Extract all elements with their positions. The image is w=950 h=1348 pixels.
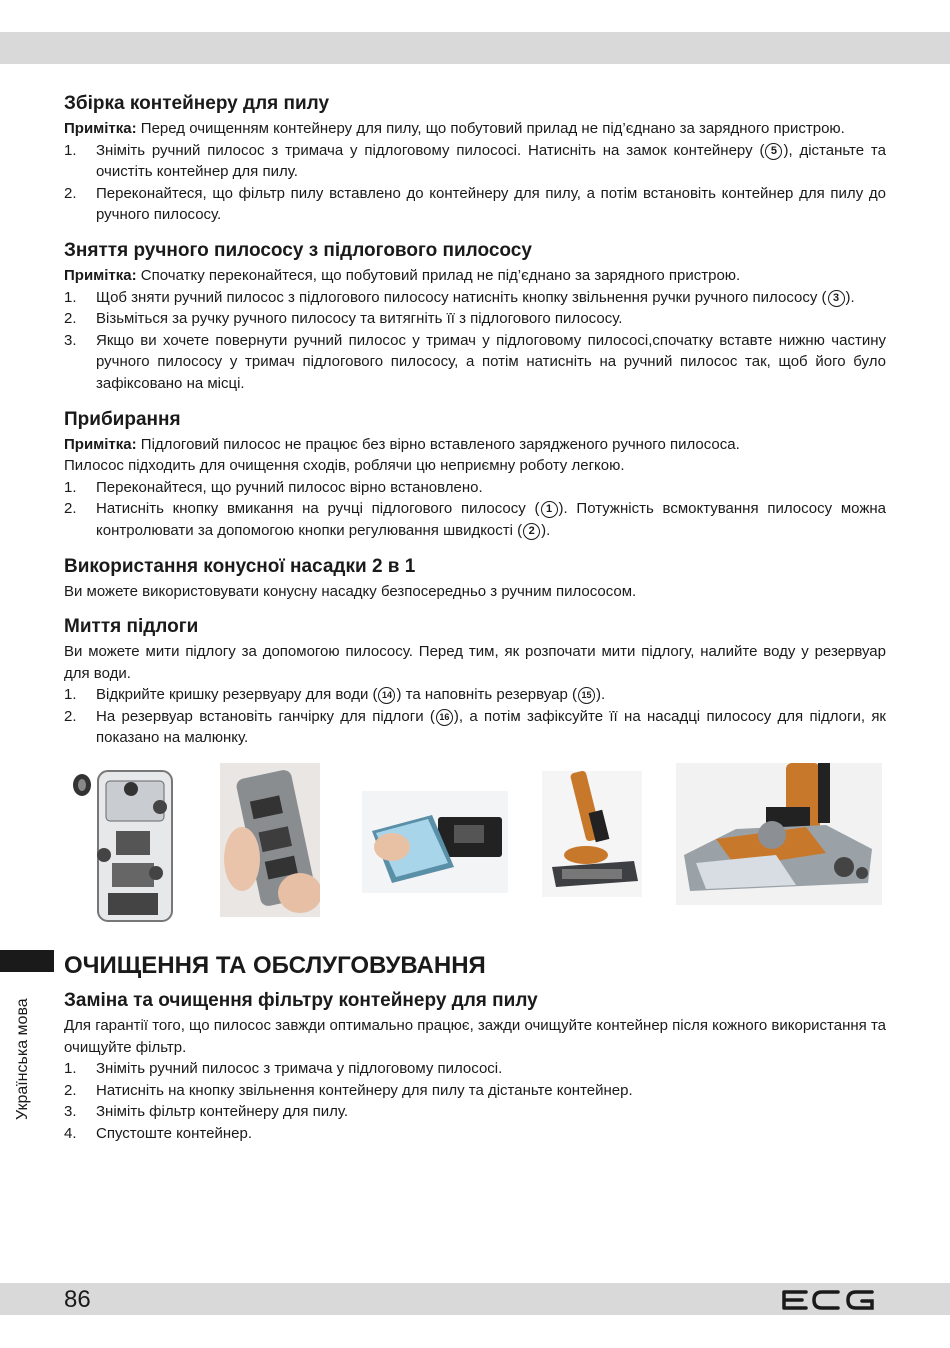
item-number: 2. (64, 310, 77, 328)
ref-number: 15 (578, 687, 595, 704)
list-item (64, 287, 886, 309)
item-text: Переконайтеся, що фільтр пилу вставлено до контейнеру для пилу, а потім встановіть контейнер для пилу до ручного пилососу. (96, 184, 886, 224)
note-label: Примітка: (64, 120, 137, 137)
water-tank-photo (68, 767, 178, 927)
note-text: Підлоговий пилосос не працює без вірно вставленого зарядженого ручного пилососа. (136, 435, 740, 453)
item-text: ) та наповніть резервуар ( (396, 686, 577, 704)
step-list (64, 684, 886, 749)
section-title: Зняття ручного пилососу з підлогового пилососу (64, 239, 532, 261)
language-label: Українська мова (14, 998, 31, 1120)
note (64, 118, 886, 140)
list-item (64, 1123, 886, 1145)
section-title: Заміна та очищення фільтру контейнеру для пилу (64, 990, 538, 1012)
section-floor-washing (64, 615, 886, 749)
mop-cloth-photo (362, 791, 508, 893)
item-number: 3. (64, 1103, 77, 1121)
item-text: ). (845, 288, 855, 306)
item-text: Спустоште контейнер. (96, 1125, 252, 1143)
ref-number: 3 (828, 290, 845, 307)
section-title: Прибирання (64, 408, 181, 430)
note-text: Перед очищенням контейнеру для пилу, що побутовий прилад не під’єднано за зарядного пристрою. (136, 120, 845, 137)
item-number: 2. (64, 500, 77, 518)
item-text: ). Потужність всмоктування пилососу можна контролювати за допомогою кнопки регулювання швидкості ( (96, 500, 886, 539)
item-text: ), а потім зафіксуйте її на насадці пилососу для підлоги, як показано на малюнку. (96, 707, 886, 747)
paragraph: Для гарантії того, що пилосос завжди оптимально працює, зажди очищуйте контейнер після кожного використання та очищуйте фільтр. (64, 1017, 886, 1056)
list-item (64, 1101, 886, 1123)
list-item (64, 477, 886, 499)
item-text: ). (541, 521, 551, 539)
ref-number: 2 (523, 523, 540, 540)
step-list (64, 140, 886, 226)
illustration-strip (64, 763, 886, 931)
chapter-heading: ОЧИЩЕННЯ ТА ОБСЛУГОВУВАННЯ (64, 952, 486, 980)
vacuum-head-photo (542, 771, 642, 897)
section-title: Використання конусної насадки 2 в 1 (64, 555, 416, 577)
item-text: Натисніть на кнопку звільнення контейнеру для пилу та дістаньте контейнер. (96, 1081, 633, 1099)
list-item (64, 498, 886, 541)
note (64, 265, 886, 287)
item-text: На резервуар встановіть ганчірку для підлоги ( (96, 707, 435, 725)
language-tab-marker (0, 950, 54, 972)
ecg-logo-mark (780, 1287, 876, 1313)
list-item (64, 706, 886, 749)
note-label: Примітка: (64, 435, 137, 453)
item-number: 2. (64, 707, 77, 725)
note-label: Примітка: (64, 266, 137, 284)
section-title: Збірка контейнеру для пилу (64, 93, 330, 114)
item-number: 2. (64, 184, 77, 202)
item-number: 1. (64, 288, 77, 306)
ref-number: 5 (765, 143, 782, 160)
section-filter-replacement (64, 989, 886, 1145)
ref-number: 14 (378, 687, 395, 704)
item-number: 1. (64, 478, 77, 496)
list-item (64, 183, 886, 226)
item-text: Відкрийте кришку резервуару для води ( (96, 686, 378, 704)
item-number: 1. (64, 686, 77, 704)
note (64, 434, 886, 456)
item-number: 4. (64, 1125, 77, 1143)
paragraph: Пилосос підходить для очищення сходів, роблячи цю неприємну роботу легкою. (64, 457, 625, 475)
page-number: 86 (64, 1286, 91, 1313)
note-text: Спочатку переконайтеся, що побутовий прилад не під’єднано за зарядного пристрою. (136, 266, 741, 284)
item-text: Зніміть ручний пилосос з тримача у підлоговому пилососі. (96, 1060, 503, 1078)
step-list (64, 477, 886, 542)
list-item (64, 330, 886, 395)
paragraph: Ви можете мити підлогу за допомогою пилососу. Перед тим, як розпочати мити підлогу, налийте воду у резервуар для води. (64, 643, 886, 682)
paragraph: Ви можете використовувати конусну насадку безпосередньо з ручним пилососом. (64, 582, 637, 600)
item-text: Щоб зняти ручний пилосос з підлогового пилососу натисніть кнопку звільнення ручки ручного пилососу ( (96, 288, 827, 306)
section-cleaning (64, 408, 886, 542)
item-text: Переконайтеся, що ручний пилосос вірно встановлено. (96, 478, 483, 496)
item-number: 3. (64, 331, 77, 349)
hands-tank-photo (220, 763, 320, 917)
list-item (64, 308, 886, 330)
item-text: Візьміться за ручку ручного пилососу та витягніть її з підлогового пилососу. (96, 310, 623, 328)
ref-number: 1 (541, 501, 558, 518)
item-text: Якщо ви хочете повернути ручний пилосос у тримач у підлоговому пилососі,спочатку вставте нижню частину ручного пилососу у тримач підлогового пилососу, а потім натисніть на ручний пилосос так, щоб його було зафіксовано на місці. (96, 331, 886, 392)
item-text: Натисніть кнопку вмикання на ручці підлогового пилососу ( (96, 500, 540, 518)
item-number: 2. (64, 1081, 77, 1099)
ecg-logo (780, 1287, 876, 1318)
document-body (64, 92, 886, 1158)
section-remove-handheld (64, 239, 886, 395)
section-dust-container-assembly (64, 92, 886, 226)
list-item (64, 1058, 886, 1080)
ref-number: 16 (436, 709, 453, 726)
item-text: ), дістаньте та очистіть контейнер для пилу. (96, 141, 886, 181)
section-cone-nozzle (64, 555, 886, 603)
list-item (64, 140, 886, 183)
section-title: Миття підлоги (64, 616, 199, 638)
item-number: 1. (64, 141, 77, 159)
item-text: Зніміть ручний пилосос з тримача у підлоговому пилососі. Натисніть на замок контейнеру ( (96, 141, 765, 159)
list-item (64, 684, 886, 706)
list-item (64, 1080, 886, 1102)
step-list (64, 1058, 886, 1144)
item-number: 1. (64, 1060, 77, 1078)
step-list (64, 287, 886, 395)
vacuum-closeup-photo (676, 763, 882, 905)
item-text: Зніміть фільтр контейнеру для пилу. (96, 1103, 349, 1121)
header-band (0, 32, 950, 64)
item-text: ). (595, 686, 606, 704)
